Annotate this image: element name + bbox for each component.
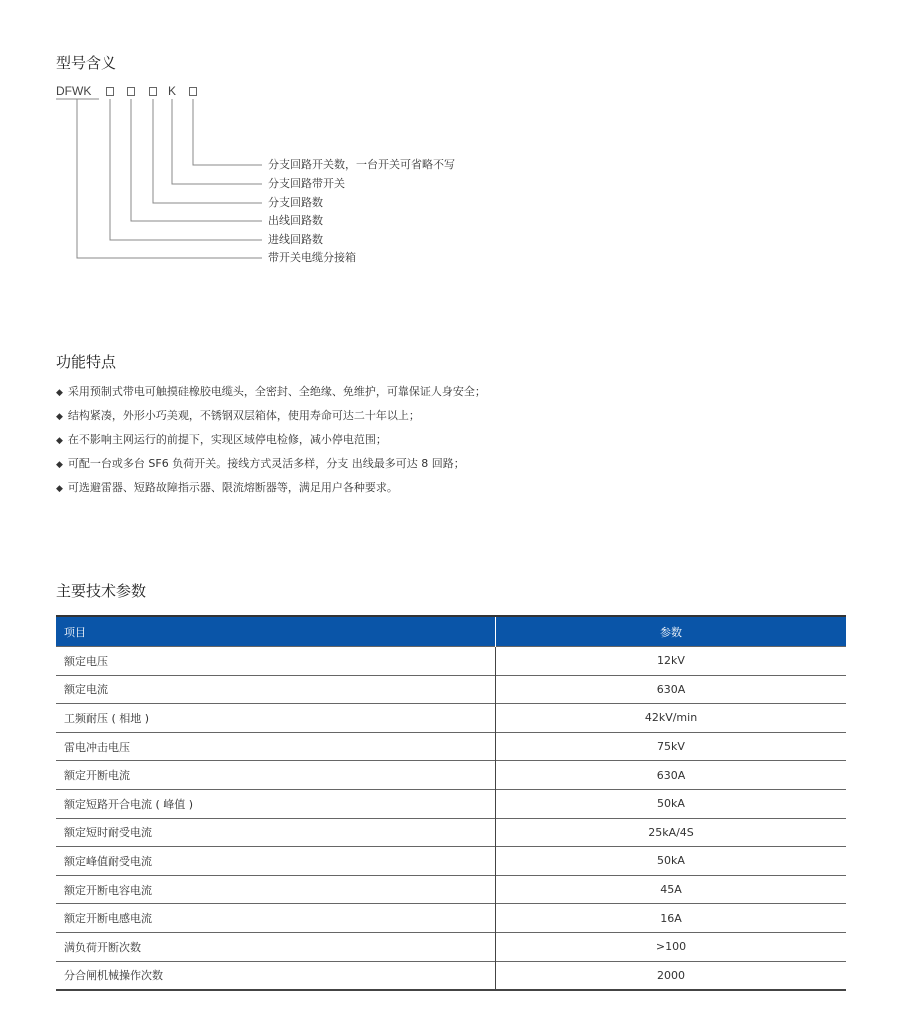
spec-value: 12kV [496,647,847,676]
leader-line [77,99,262,258]
model-code-diagram [0,0,900,280]
spec-value: 630A [496,675,847,704]
diamond-bullet-icon: ◆ [56,484,63,494]
column-header-value: 参数 [496,616,847,647]
diamond-bullet-icon: ◆ [56,460,63,470]
spec-name: 工频耐压 ( 相地 ) [56,704,496,733]
table-row [56,761,846,790]
spec-value: 25kA/4S [496,818,847,847]
spec-value: 630A [496,761,847,790]
spec-value: 45A [496,875,847,904]
spec-name: 额定开断电流 [56,761,496,790]
spec-name: 雷电冲击电压 [56,732,496,761]
spec-name: 额定开断电容电流 [56,875,496,904]
column-header-item: 项目 [56,616,496,647]
table-row [56,675,846,704]
specs-section-title: 主要技术参数 [56,582,147,600]
feature-text: 可配一台或多台 SF6 负荷开关。接线方式灵活多样，分支 出线最多可达 8 回路； [67,457,465,470]
spec-value: 75kV [496,732,847,761]
spec-name: 额定峰值耐受电流 [56,847,496,876]
spec-value: 2000 [496,961,847,990]
code-letter: K [168,84,177,98]
code-placeholder-box [149,87,157,96]
spec-name: 额定短路开合电流 ( 峰值 ) [56,789,496,818]
spec-name: 额定开断电感电流 [56,904,496,933]
code-label: 带开关电缆分接箱 [268,251,356,264]
code-prefix: DFWK [56,84,92,98]
leader-line [153,99,262,203]
diamond-bullet-icon: ◆ [56,388,63,398]
feature-text: 采用预制式带电可触摸硅橡胶电缆头，全密封、全绝缘、免维护，可靠保证人身安全； [67,385,486,398]
code-label: 分支回路开关数，一台开关可省略不写 [268,158,455,171]
table-row [56,789,846,818]
leader-line [110,99,262,240]
spec-name: 满负荷开断次数 [56,932,496,961]
leader-line [193,99,262,165]
feature-text: 可选避雷器、短路故障指示器、限流熔断器等，满足用户各种要求。 [67,481,398,494]
table-row [56,847,846,876]
code-label: 分支回路数 [268,196,323,209]
feature-item [56,481,398,496]
features-section-title: 功能特点 [56,353,117,371]
code-placeholder-box [127,87,135,96]
table-row [56,875,846,904]
code-label: 分支回路带开关 [268,177,345,190]
feature-item [56,433,387,448]
table-header-row [56,616,846,647]
feature-text: 结构紧凑，外形小巧美观，不锈钢双层箱体，使用寿命可达二十年以上； [67,409,420,422]
diamond-bullet-icon: ◆ [56,412,63,422]
table-row [56,704,846,733]
spec-value: >100 [496,932,847,961]
model-section-title: 型号含义 [56,54,117,72]
spec-name: 分合闸机械操作次数 [56,961,496,990]
spec-name: 额定电压 [56,647,496,676]
diamond-bullet-icon: ◆ [56,436,63,446]
spec-value: 16A [496,904,847,933]
table-row [56,932,846,961]
spec-name: 额定短时耐受电流 [56,818,496,847]
spec-value: 50kA [496,847,847,876]
feature-item [56,409,420,424]
table-row [56,732,846,761]
leader-line [172,99,262,184]
code-label: 进线回路数 [268,233,323,246]
table-row [56,961,846,990]
feature-text: 在不影响主网运行的前提下，实现区域停电检修，减小停电范围； [67,433,387,446]
table-row [56,647,846,676]
feature-item [56,385,486,400]
table-row [56,818,846,847]
code-placeholder-box [106,87,114,96]
table-row [56,904,846,933]
spec-value: 50kA [496,789,847,818]
feature-item [56,457,465,472]
spec-value: 42kV/min [496,704,847,733]
specs-table [56,615,846,991]
spec-name: 额定电流 [56,675,496,704]
code-label: 出线回路数 [268,214,323,227]
code-placeholder-box [189,87,197,96]
